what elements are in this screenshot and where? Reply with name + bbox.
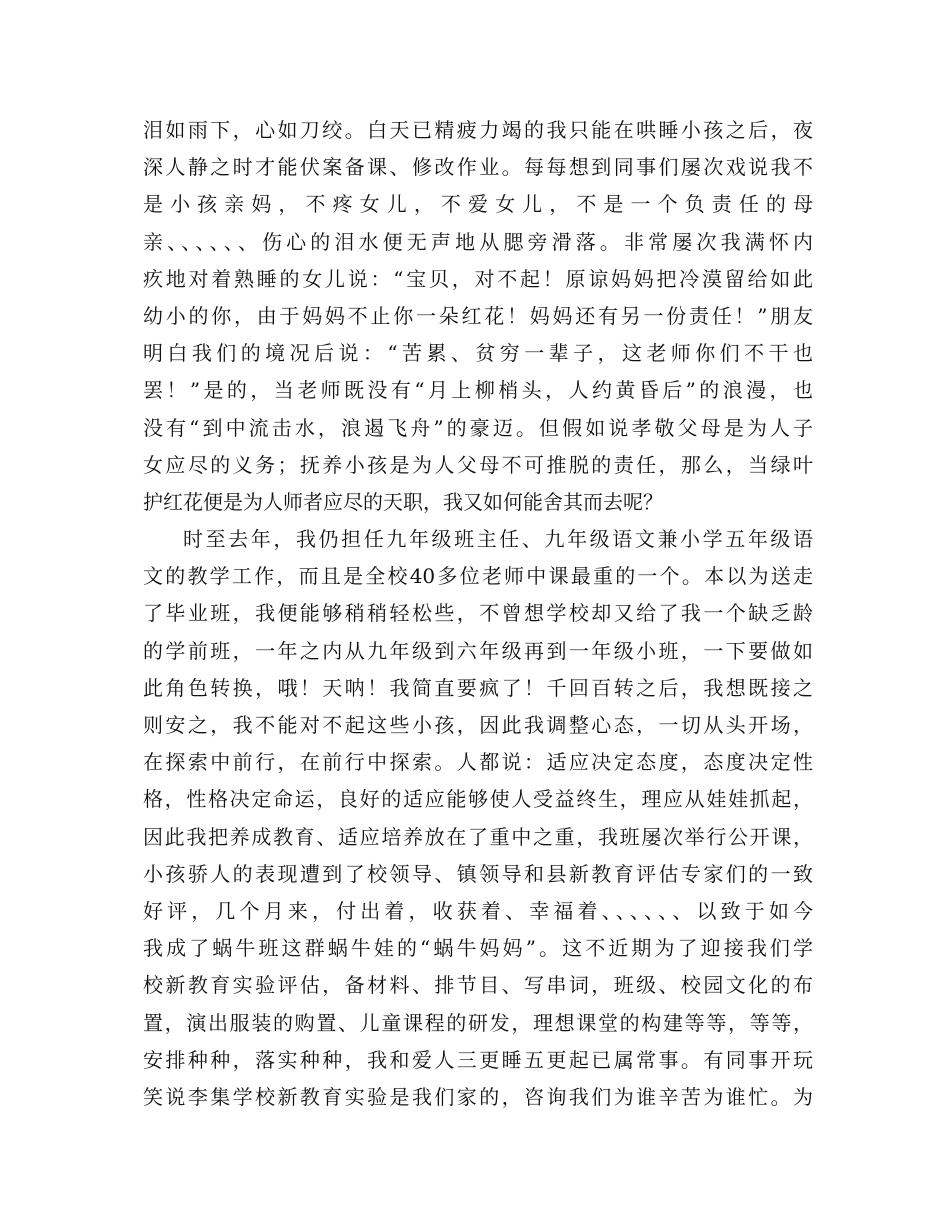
paragraph-2-line-7: 在探索中前行，在前行中探索。人都说：适应决定态度，态度决定性 xyxy=(143,750,813,775)
paragraph-1-line-9: 没有“到中流击水，浪遏飞舟”的豪迈。但假如说孝敬父母是为人子 xyxy=(143,415,813,440)
paragraph-2-line-2: 文的教学工作，而且是全校40多位老师中课最重的一个。本以为送走 xyxy=(143,564,813,589)
paragraph-2-line-6: 则安之，我不能对不起这些小孩，因此我调整心态，一切从头开场， xyxy=(143,713,813,737)
paragraph-2-line-5: 此角色转换，哦！天呐！我简直要疯了！千回百转之后，我想既接之 xyxy=(143,675,813,700)
paragraph-1-line-6: 幼小的你，由于妈妈不止你一朵红花！妈妈还有另一份责任！”朋友 xyxy=(143,303,813,328)
paragraph-1-line-4: 亲、、、、、、伤心的泪水便无声地从腮旁滑落。非常屡次我满怀内 xyxy=(143,229,813,254)
paragraph-2-line-11: 好评，几个月来，付出着，收获着、幸福着、、、、、、以致于如今 xyxy=(143,898,813,923)
paragraph-2-line-3: 了毕业班，我便能够稍稍轻松些，不曾想学校却又给了我一个缺乏龄 xyxy=(143,601,813,626)
paragraph-2-line-8: 格，性格决定命运，良好的适应能够使人受益终生，理应从娃娃抓起， xyxy=(143,787,813,812)
paragraph-2-line-12: 我成了蜗牛班这群蜗牛娃的“蜗牛妈妈”。这不近期为了迎接我们学 xyxy=(143,936,813,961)
paragraph-2-line-1: 时至去年，我仍担任九年级班主任、九年级语文兼小学五年级语 xyxy=(183,527,813,552)
paragraph-2-line-15: 安排种种，落实种种，我和爱人三更睡五更起已属常事。有同事开玩 xyxy=(143,1047,813,1072)
paragraph-1 xyxy=(143,112,813,521)
paragraph-2 xyxy=(143,521,813,1116)
paragraph-2-line-13: 校新教育实验评估，备材料、排节目、写串词，班级、校园文化的布 xyxy=(143,973,813,998)
paragraph-1-line-2: 深人静之时才能伏案备课、修改作业。每每想到同事们屡次戏说我不 xyxy=(143,155,813,180)
paragraph-2-line-10: 小孩骄人的表现遭到了校领导、镇领导和县新教育评估专家们的一致 xyxy=(143,861,813,886)
paragraph-1-line-5: 疚地对着熟睡的女儿说：“宝贝，对不起！原谅妈妈把冷漠留给如此 xyxy=(143,266,813,291)
paragraph-1-line-11: 护红花便是为人师者应尽的天职，我又如何能舍其而去呢？ xyxy=(143,489,663,514)
paragraph-1-line-7: 明白我们的境况后说：“苦累、贫穷一辈子，这老师你们不干也 xyxy=(143,341,813,366)
paragraph-1-line-10: 女应尽的义务；抚养小孩是为人父母不可推脱的责任，那么，当绿叶 xyxy=(143,452,813,477)
document-body xyxy=(143,112,813,1116)
paragraph-1-line-3: 是小孩亲妈，不疼女儿，不爱女儿，不是一个负责任的母 xyxy=(143,192,813,217)
paragraph-2-line-16: 笑说李集学校新教育实验是我们家的，咨询我们为谁辛苦为谁忙。为 xyxy=(143,1084,813,1109)
paragraph-2-line-4: 的学前班，一年之内从九年级到六年级再到一年级小班，一下要做如 xyxy=(143,638,813,663)
paragraph-2-line-9: 因此我把养成教育、适应培养放在了重中之重，我班屡次举行公开课， xyxy=(143,824,813,849)
paragraph-2-line-14: 置，演出服装的购置、儿童课程的研发，理想课堂的构建等等，等等， xyxy=(143,1010,813,1035)
paragraph-1-line-1: 泪如雨下，心如刀绞。白天已精疲力竭的我只能在哄睡小孩之后，夜 xyxy=(143,118,813,142)
paragraph-1-line-8: 罢！”是的，当老师既没有“月上柳梢头，人约黄昏后”的浪漫，也 xyxy=(143,378,813,403)
